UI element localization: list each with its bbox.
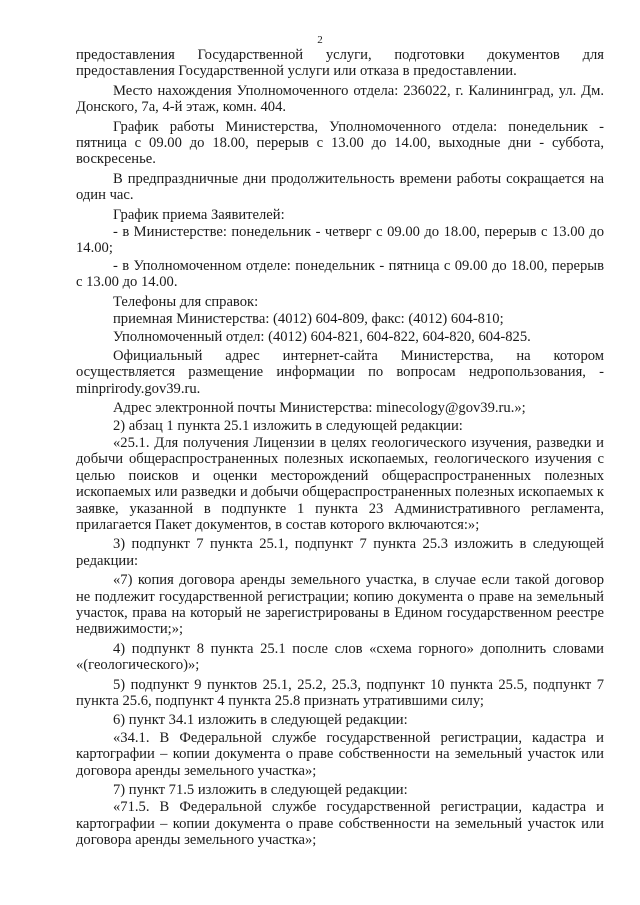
paragraph-22: «71.5. В Федеральной службе государственной регистрации, кадастра и картографии – копии документа о праве собственности на земельный участок или договора аренды земельного участка»; [76, 799, 604, 849]
paragraph-19: 6) пункт 34.1 изложить в следующей редакции: [113, 712, 408, 729]
paragraph-14: «25.1. Для получения Лицензии в целях геологического изучения, разведки и добычи общераспространенных полезных ископаемых, геологического изучения с целью поисков и оценки месторождений общераспространенных полезных ископаемых или разведки и добычи общераспространенных полезных ископаемых к заявке, указанной в подпункте 1 пункта 23 Административного регламента, прилагается Пакет документов, в состав которого включаются:»; [76, 434, 604, 533]
paragraph-20: «34.1. В Федеральной службе государственной регистрации, кадастра и картографии – копии документа о праве собственности на земельный участок или договора аренды земельного участка»; [76, 729, 604, 779]
paragraph-6: - в Министерстве: понедельник - четверг с 09.00 до 18.00, перерыв с 13.00 до 14.00; [76, 224, 604, 257]
paragraph-21: 7) пункт 71.5 изложить в следующей редакции: [113, 782, 408, 799]
paragraph-11: Официальный адрес интернет-сайта Министерства, на котором осуществляется размещение информации по вопросам недропользования, - minprirody.gov39.ru. [76, 347, 604, 397]
paragraph-4: В предпраздничные дни продолжительность времени работы сокращается на один час. [76, 170, 604, 204]
paragraph-5: График приема Заявителей: [113, 206, 285, 223]
page-number: 2 [317, 34, 323, 46]
paragraph-15: 3) подпункт 7 пункта 25.1, подпункт 7 пункта 25.3 изложить в следующей редакции: [76, 536, 604, 569]
document-body [76, 47, 604, 852]
paragraph-1: предоставления Государственной услуги, подготовки документов для предоставления Государственной услуги или отказа в предоставлении. [76, 47, 604, 80]
paragraph-7: - в Уполномоченном отделе: понедельник - пятница с 09.00 до 18.00, перерыв с 13.00 до 14.00. [76, 257, 604, 291]
paragraph-13: 2) абзац 1 пункта 25.1 изложить в следующей редакции: [113, 417, 463, 434]
paragraph-12: Адрес электронной почты Министерства: minecology@gov39.ru.»; [113, 400, 526, 417]
paragraph-10: Уполномоченный отдел: (4012) 604-821, 604-822, 604-820, 604-825. [113, 328, 531, 345]
paragraph-16: «7) копия договора аренды земельного участка, в случае если такой договор не подлежит государственной регистрации; копию документа о праве на земельный участок, права на который не зарегистрированы в Едином государственном реестре недвижимости;»; [76, 572, 604, 638]
paragraph-3: График работы Министерства, Уполномоченного отдела: понедельник - пятница с 09.00 до 18.00, перерыв с 13.00 до 14.00, выходные дни - суббота, воскресенье. [76, 118, 604, 168]
paragraph-9: приемная Министерства: (4012) 604-809, факс: (4012) 604-810; [113, 311, 504, 328]
paragraph-17: 4) подпункт 8 пункта 25.1 после слов «схема горного» дополнить словами «(геологического)»; [76, 640, 604, 674]
paragraph-18: 5) подпункт 9 пунктов 25.1, 25.2, 25.3, подпункт 10 пункта 25.5, подпункт 7 пункта 25.6, подпункт 4 пункта 25.8 признать утратившими силу; [76, 676, 604, 710]
paragraph-2: Место нахождения Уполномоченного отдела: 236022, г. Калининград, ул. Дм. Донского, 7а, 4-й этаж, комн. 404. [76, 82, 604, 116]
paragraph-8: Телефоны для справок: [113, 293, 259, 310]
